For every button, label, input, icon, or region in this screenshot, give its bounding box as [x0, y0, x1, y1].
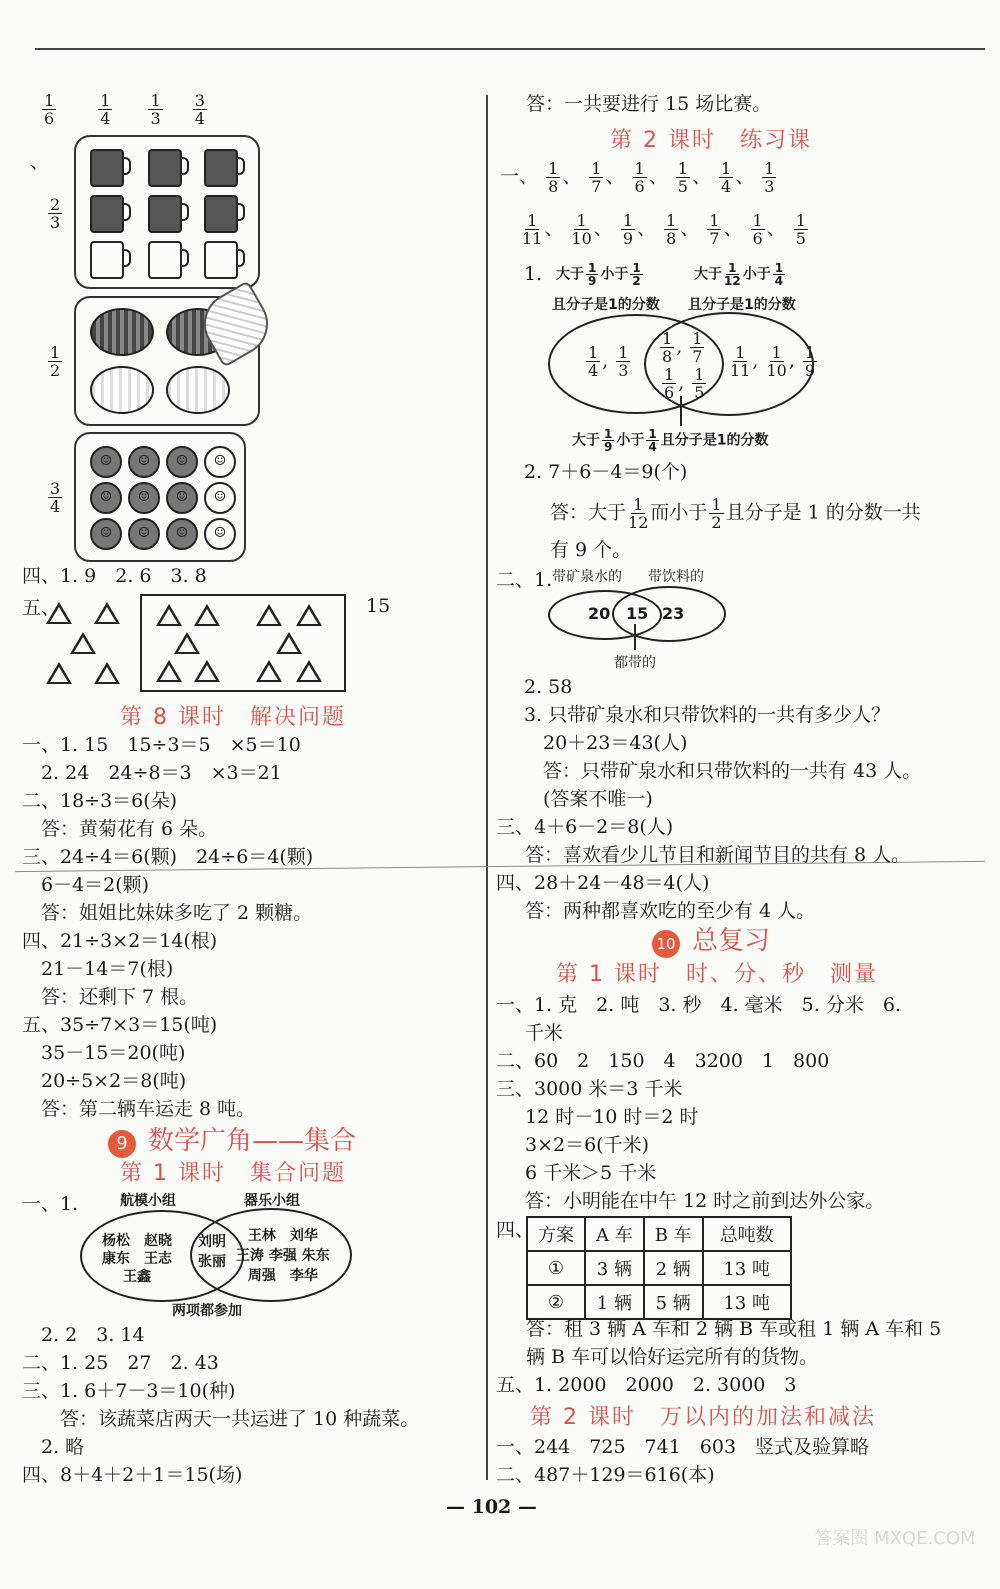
triangle-icon: [296, 660, 322, 682]
venn-a-label: 大于 $\frac{1}{9}$ 小于 $\frac{1}{2}$: [556, 261, 641, 288]
table-answer-2: 辆 B 车可以恰好运完所有的货物。: [526, 1346, 819, 1368]
text-line: 答：该蔬菜店两天一共运进了 10 种蔬菜。: [22, 1408, 420, 1430]
cup-icon: [204, 149, 238, 187]
venn-b-label: 大于 $\frac{1}{12}$ 小于 $\frac{1}{4}$: [694, 261, 784, 288]
venn-pointer-line: [680, 396, 682, 426]
r1-q1-label: 1.: [524, 263, 543, 285]
venn-bottom-label: 大于 $\frac{1}{9}$ 小于 $\frac{1}{4}$ 且分子是1的分数: [572, 427, 769, 454]
venn-right-set: 王林 刘华 王涛 李强 朱东 周强 李华: [236, 1228, 330, 1284]
venn2-bottom-label: 都带的: [614, 655, 656, 671]
table-header-cell: 方案: [527, 1217, 585, 1251]
text-line: 答：小明能在中午 12 时之前到达外公家。: [506, 1190, 885, 1212]
smiley-icon: ☺: [128, 518, 160, 550]
cup-icon: [90, 195, 124, 233]
unit9-heading: [108, 1120, 356, 1158]
venn2-right-label: 带饮料的: [648, 569, 704, 585]
smiley-icon: ☺: [166, 446, 198, 478]
venn2-right-value: 23: [662, 604, 685, 623]
smiley-icon: ☺: [90, 518, 122, 550]
smiley-icon: ☺: [90, 446, 122, 478]
text-line: 答：第二辆车运走 8 吨。: [22, 1098, 256, 1120]
cup-icon: [204, 195, 238, 233]
text-line: 6 千米＞5 千米: [506, 1162, 657, 1184]
text-line: 答：姐姐比妹妹多吃了 2 颗糖。: [22, 902, 313, 924]
triangle-icon: [276, 632, 302, 654]
text-line: 三、3000 米＝3 千米: [496, 1078, 683, 1100]
lesson2-heading: 第 2 课时 练习课: [610, 128, 812, 153]
san-expr: 三、4＋6－2＝8(人): [496, 816, 674, 838]
text-line: 答：黄菊花有 6 朵。: [22, 818, 218, 840]
triangle-icon: [156, 660, 182, 682]
cup-icon: [148, 241, 182, 279]
text-line: 答：只带矿泉水和只带饮料的一共有 43 人。: [524, 760, 922, 782]
faces-fraction: $\frac{3}{4}$: [50, 479, 61, 516]
text-line: 2. 58: [524, 676, 573, 698]
table-cell: 2 辆: [644, 1251, 703, 1285]
text-line: 四、8＋4＋2＋1＝15(场): [22, 1464, 243, 1486]
venn-intersection-row1: $\frac{1}{8}$ , $\frac{1}{7}$: [662, 329, 703, 366]
watermelon-icon: [90, 308, 154, 356]
text-line: 三、1. 6＋7－3＝10(种): [22, 1380, 236, 1402]
triangle-icon: [70, 632, 96, 654]
lesson2b-heading: 第 2 课时 万以内的加法和减法: [530, 1405, 876, 1430]
venn-left-label: 航模小组: [120, 1193, 176, 1209]
venn-intersection-row2: $\frac{1}{6}$ , $\frac{1}{5}$: [664, 365, 705, 402]
watermelon-icon: [90, 366, 154, 414]
watermark-logo: 答案圈 MXQE.COM: [814, 1528, 976, 1549]
venn2-left-value: 20: [588, 604, 611, 623]
smiley-icon: ☺: [166, 482, 198, 514]
last-line-1: 一、244 725 741 603 竖式及验算略: [496, 1436, 870, 1458]
column-divider: [486, 95, 488, 1480]
san-answer: 答：喜欢看少儿节目和新闻节目的共有 8 人。: [506, 844, 911, 866]
melons-fraction: $\frac{1}{2}$: [50, 343, 61, 380]
u9-lesson1-heading: 第 1 课时 集合问题: [120, 1161, 346, 1186]
venn-bottom-label: 两项都参加: [172, 1303, 242, 1319]
table-cell: ①: [527, 1251, 585, 1285]
triangle-icon: [174, 632, 200, 654]
smiley-icon: ☺: [204, 446, 236, 478]
venn-b-sub: 且分子是1的分数: [688, 297, 796, 313]
top-fractions: $\frac{1}{6}$ $\frac{1}{4}$ $\frac{1}{3}$ $\frac{3}{4}$: [44, 91, 205, 128]
text-line: 21－14＝7(根): [22, 958, 174, 980]
triangle-icon: [194, 604, 220, 626]
text-line: 6－4＝2(颗): [22, 874, 150, 896]
text-line: 千米: [506, 1022, 564, 1044]
table-header-cell: B 车: [644, 1217, 703, 1251]
q5-answer: 15: [366, 595, 391, 617]
text-line: 五、35÷7×3＝15(吨): [22, 1014, 218, 1036]
venn-right-label: 器乐小组: [244, 1193, 300, 1209]
unit-number-badge: 9: [108, 1130, 136, 1158]
smiley-icon: ☺: [128, 446, 160, 478]
er-label: 二、1.: [496, 569, 553, 591]
q2-expr: 2. 7＋6－4＝9(个): [524, 461, 688, 483]
venn-a-set: $\frac{1}{4}$ , $\frac{1}{3}$: [588, 343, 629, 380]
cups-fraction: $\frac{2}{3}$: [50, 195, 61, 232]
unit-title: 数学广角——集合: [148, 1126, 357, 1156]
si-expr: 四、28＋24－48＝4(人): [496, 872, 710, 894]
triangle-icon: [256, 660, 282, 682]
text-line: 二、60 2 150 4 3200 1 800: [496, 1050, 830, 1072]
text-line: 一、1. 克 2. 吨 3. 秒 4. 毫米 5. 分米 6.: [496, 994, 901, 1016]
top-answer: 答：一共要进行 15 场比赛。: [526, 93, 772, 115]
lesson8-heading: 第 8 课时 解决问题: [120, 705, 346, 730]
top-rule: [35, 48, 985, 50]
text-line: 二、1. 25 27 2. 43: [22, 1352, 219, 1374]
triangle-icon: [46, 662, 72, 684]
text-line: 答：还剩下 7 根。: [22, 986, 199, 1008]
table-header-cell: A 车: [585, 1217, 644, 1251]
table-cell: 1 辆: [585, 1285, 644, 1319]
table-answer-1: 答：租 3 辆 A 车和 2 辆 B 车或租 1 辆 A 车和 5: [526, 1318, 942, 1340]
text-line: 12 时－10 时＝2 时: [506, 1106, 699, 1128]
smiley-icon: ☺: [166, 518, 198, 550]
text-line: 四、21÷3×2＝14(根): [22, 930, 218, 952]
u10-lesson1-heading: 第 1 课时 时、分、秒 测量: [556, 962, 878, 987]
venn2-mid-value: 15: [626, 604, 649, 623]
wu-answer: 五、1. 2000 2000 2. 3000 3: [496, 1374, 797, 1396]
table-cell: 3 辆: [585, 1251, 644, 1285]
venn-left-set: 杨松 赵晓 康东 王志 王鑫: [102, 1233, 172, 1285]
r1-row1: 一、 $\frac{1}{8}$ 、 $\frac{1}{7}$ 、 $\frac{1}{6}$ 、 $\frac{1}{5}$ 、 $\frac{1}{4}$ 、 $\frac{1}{3}$: [500, 159, 775, 196]
triangle-icon: [46, 602, 72, 624]
cups-box: [74, 135, 260, 289]
plan-table: [526, 1216, 792, 1320]
triangle-icon: [256, 604, 282, 626]
text-line: 20÷5×2＝8(吨): [22, 1070, 187, 1092]
q2-answer-2: 有 9 个。: [550, 539, 632, 561]
unit-number-badge: 10: [652, 930, 680, 958]
table-cell: 5 辆: [644, 1285, 703, 1319]
triangle-icon: [94, 602, 120, 624]
cup-icon: [90, 241, 124, 279]
smiley-icon: ☺: [204, 482, 236, 514]
text-line: 35－15＝20(吨): [22, 1042, 186, 1064]
text-line: (答案不唯一): [524, 788, 653, 810]
triangle-icon: [94, 662, 120, 684]
mark-dot: 、: [30, 151, 50, 173]
r1-row2: $\frac{1}{11}$ 、 $\frac{1}{10}$ 、 $\frac{1}{9}$ 、 $\frac{1}{8}$ 、 $\frac{1}{7}$ 、 $\frac{1}{6}$ 、 $\frac{1}{5}$: [522, 211, 806, 248]
venn2-left-label: 带矿泉水的: [552, 569, 622, 585]
venn-a-sub: 且分子是1的分数: [552, 297, 660, 313]
text-line: 三、24÷4＝6(颗) 24÷6＝4(颗): [22, 846, 314, 868]
text-line: 一、1. 15 15÷3＝5 ×5＝10: [22, 734, 301, 756]
cup-icon: [148, 195, 182, 233]
faces-box: [74, 432, 246, 562]
table-cell: ②: [527, 1285, 585, 1319]
triangles-box: [140, 594, 346, 692]
table-header-row: [527, 1217, 791, 1251]
last-line-2: 二、487＋129＝616(本): [496, 1464, 715, 1486]
watermelon-icon: [166, 366, 230, 414]
table-cell: 13 吨: [703, 1251, 791, 1285]
q4-answer: 四、1. 9 2. 6 3. 8: [22, 565, 207, 587]
venn-intersection-set: 刘明 张丽: [198, 1234, 226, 1270]
q2-answer: 答：大于 $\frac{1}{12}$ 而小于 $\frac{1}{2}$ 且分子是 1 的分数一共: [550, 495, 921, 532]
cup-icon: [148, 149, 182, 187]
venn2-pointer-line: [634, 624, 636, 650]
smiley-icon: ☺: [204, 518, 236, 550]
q5-label: 五、: [22, 597, 61, 619]
cup-icon: [90, 149, 124, 187]
unit10-heading: [652, 920, 770, 958]
triangle-icon: [156, 604, 182, 626]
text-line: 2. 2 3. 14: [22, 1324, 145, 1346]
u9-q1-label: 一、1.: [22, 1193, 79, 1215]
smiley-icon: ☺: [90, 482, 122, 514]
text-line: 3. 只带矿泉水和只带饮料的一共有多少人？: [524, 704, 891, 726]
si-answer: 答：两种都喜欢吃的至少有 4 人。: [506, 900, 816, 922]
table-header-cell: 总吨数: [703, 1217, 791, 1251]
si2-label: 四、: [496, 1219, 535, 1241]
page-number: — 102 —: [446, 1496, 537, 1518]
text-line: 二、18÷3＝6(朵): [22, 790, 178, 812]
triangle-icon: [296, 604, 322, 626]
unit-title: 总复习: [692, 926, 771, 956]
text-line: 20＋23＝43(人): [524, 732, 688, 754]
text-line: 2. 24 24÷8＝3 ×3＝21: [22, 762, 282, 784]
text-line: 3×2＝6(千米): [506, 1134, 650, 1156]
cup-icon: [204, 241, 238, 279]
venn-b-set: $\frac{1}{11}$ , $\frac{1}{10}$ , $\frac{1}{9}$: [730, 343, 816, 380]
smiley-icon: ☺: [128, 482, 160, 514]
text-line: 2. 略: [22, 1436, 85, 1458]
triangle-icon: [194, 660, 220, 682]
table-row: [527, 1251, 791, 1285]
table-row: [527, 1285, 791, 1319]
table-cell: 13 吨: [703, 1285, 791, 1319]
